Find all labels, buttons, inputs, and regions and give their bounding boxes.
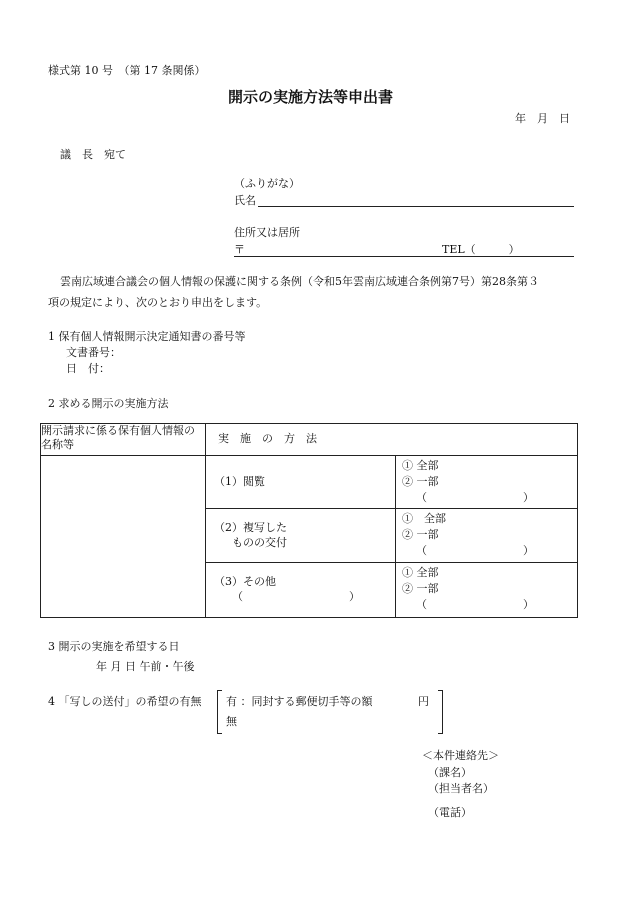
method-2-label-cont: ものの交付 [232, 535, 287, 549]
method-3-label: （3）その他 [214, 575, 276, 589]
method-row-3 [206, 563, 396, 618]
method-table [40, 423, 578, 618]
name-field[interactable] [258, 206, 574, 207]
method-row-1 [206, 456, 396, 509]
yen-label: 円 [418, 695, 429, 708]
method-2-label: （2）複写した [214, 520, 287, 534]
option-partial[interactable]: ② 一部 [402, 474, 439, 488]
name-label: 氏名 [234, 194, 256, 207]
option-all[interactable]: ① 全部 [402, 459, 439, 472]
section4-heading: 4 「写しの送付」の希望の有無 [48, 695, 202, 708]
doc-number-label: 文書番号： [66, 346, 121, 359]
section2-heading: 2 求める開示の実施方法 [48, 397, 169, 410]
contact-phone: （電話） [428, 806, 472, 819]
contact-heading: ＜本件連絡先＞ [422, 749, 499, 762]
option-all[interactable]: ① 全部 [402, 512, 446, 525]
furigana-label: （ふりがな） [234, 177, 300, 190]
option-yes[interactable]: 有 ：同封する郵便切手等の額 [226, 695, 373, 708]
method-header: 実 施 の 方 法 [206, 424, 578, 456]
date-line: 年 月 日 [515, 112, 570, 125]
address-field[interactable] [234, 256, 574, 257]
desired-date-line[interactable]: 年 月 日 午前・午後 [96, 660, 195, 673]
address-label: 住所又は居所 [234, 226, 300, 239]
partial-detail-field[interactable]: （ ） [416, 597, 534, 611]
intro-line-2: 項の規定により、次のとおり申出をします。 [48, 296, 268, 309]
method-row-1-options [396, 456, 578, 509]
option-partial[interactable]: ② 一部 [402, 581, 439, 595]
info-name-cell[interactable] [41, 456, 206, 618]
method-row-2-options [396, 509, 578, 563]
intro-line-1: 雲南広域連合議会の個人情報の保護に関する条例（令和5年雲南広域連合条例第7号）第28条第３ [60, 275, 539, 288]
postal-mark: 〒 [234, 243, 245, 256]
section3-heading: 3 開示の実施を希望する日 [48, 640, 180, 653]
bracket-left [217, 690, 222, 734]
addressee: 議 長 宛て [60, 148, 126, 161]
partial-detail-field[interactable]: （ ） [416, 543, 534, 557]
method-1-label: （1）閲覧 [214, 474, 265, 488]
bracket-right [438, 690, 443, 734]
contact-person: （担当者名） [428, 782, 494, 795]
option-partial[interactable]: ② 一部 [402, 527, 439, 541]
section1-heading: 1 保有個人情報開示決定通知書の番号等 [48, 330, 246, 343]
other-method-field[interactable]: （ ） [232, 590, 360, 603]
contact-section: （課名） [428, 766, 472, 779]
page-title: 開示の実施方法等申出書 [228, 88, 394, 106]
method-row-2 [206, 509, 396, 563]
form-number: 様式第 10 号 （第 17 条関係） [48, 64, 206, 77]
method-row-3-options [396, 563, 578, 618]
info-name-header: 開示請求に係る保有個人情報の名称等 [41, 424, 206, 456]
partial-detail-field[interactable]: （ ） [416, 490, 534, 504]
tel-label: TEL（ ） [442, 243, 520, 256]
notice-date-label: 日 付： [66, 362, 110, 375]
option-no[interactable]: 無 [226, 715, 237, 728]
option-all[interactable]: ① 全部 [402, 566, 439, 579]
